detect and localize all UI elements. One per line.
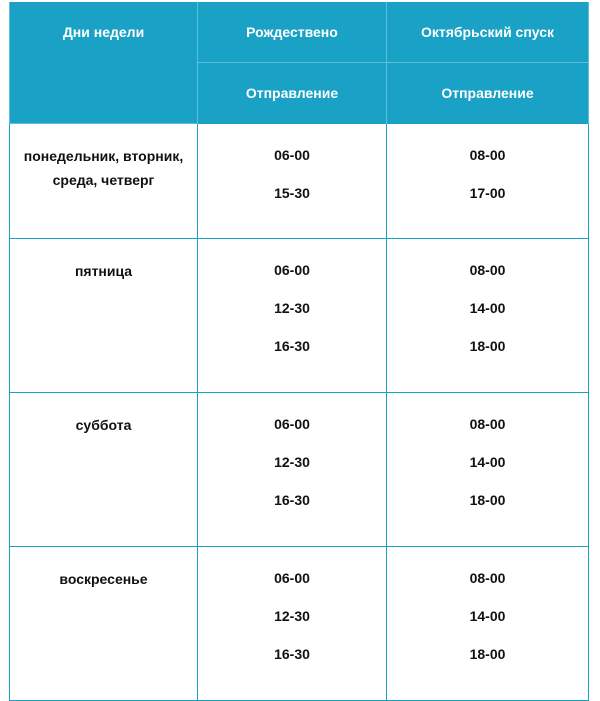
times-cell-oktyabrsky xyxy=(387,393,589,547)
departure-time: 18-00 xyxy=(469,338,506,354)
table-row xyxy=(10,547,589,701)
times-cell-oktyabrsky xyxy=(387,239,589,393)
table-row xyxy=(10,393,589,547)
table-row xyxy=(10,124,589,239)
departure-time: 16-30 xyxy=(274,338,310,354)
departure-time: 06-00 xyxy=(274,147,310,163)
times-cell-rozhdestveno xyxy=(198,124,387,239)
departure-time: 16-30 xyxy=(274,492,310,508)
departure-time: 16-30 xyxy=(274,646,310,662)
departure-time: 17-00 xyxy=(469,185,506,201)
day-cell: суббота xyxy=(10,393,198,547)
departure-time: 06-00 xyxy=(274,570,310,586)
station-header-rozhdestveno: Рождествено xyxy=(198,2,387,63)
station-header-oktyabrsky: Октябрьский спуск xyxy=(387,2,589,63)
day-cell: воскресенье xyxy=(10,547,198,701)
days-column-header: Дни недели xyxy=(10,2,198,124)
departure-time: 14-00 xyxy=(469,454,506,470)
departure-time: 08-00 xyxy=(469,416,506,432)
header-row xyxy=(10,2,589,63)
departure-time: 14-00 xyxy=(469,300,506,316)
times-cell-oktyabrsky xyxy=(387,124,589,239)
departure-time: 08-00 xyxy=(469,570,506,586)
departure-time: 08-00 xyxy=(469,147,506,163)
departure-header-rozhdestveno: Отправление xyxy=(198,63,387,124)
times-cell-rozhdestveno xyxy=(198,547,387,701)
departure-time: 12-30 xyxy=(274,300,310,316)
departure-time: 12-30 xyxy=(274,454,310,470)
departure-time: 06-00 xyxy=(274,416,310,432)
departure-time: 18-00 xyxy=(469,492,506,508)
departure-time: 18-00 xyxy=(469,646,506,662)
schedule-table xyxy=(9,2,589,701)
departure-time: 06-00 xyxy=(274,262,310,278)
table-row xyxy=(10,239,589,393)
departure-time: 08-00 xyxy=(469,262,506,278)
departure-time: 15-30 xyxy=(274,185,310,201)
departure-time: 12-30 xyxy=(274,608,310,624)
day-cell: понедельник, вторник, среда, четверг xyxy=(10,124,198,239)
times-cell-oktyabrsky xyxy=(387,547,589,701)
times-cell-rozhdestveno xyxy=(198,393,387,547)
day-cell: пятница xyxy=(10,239,198,393)
departure-time: 14-00 xyxy=(469,608,506,624)
times-cell-rozhdestveno xyxy=(198,239,387,393)
departure-header-oktyabrsky: Отправление xyxy=(387,63,589,124)
